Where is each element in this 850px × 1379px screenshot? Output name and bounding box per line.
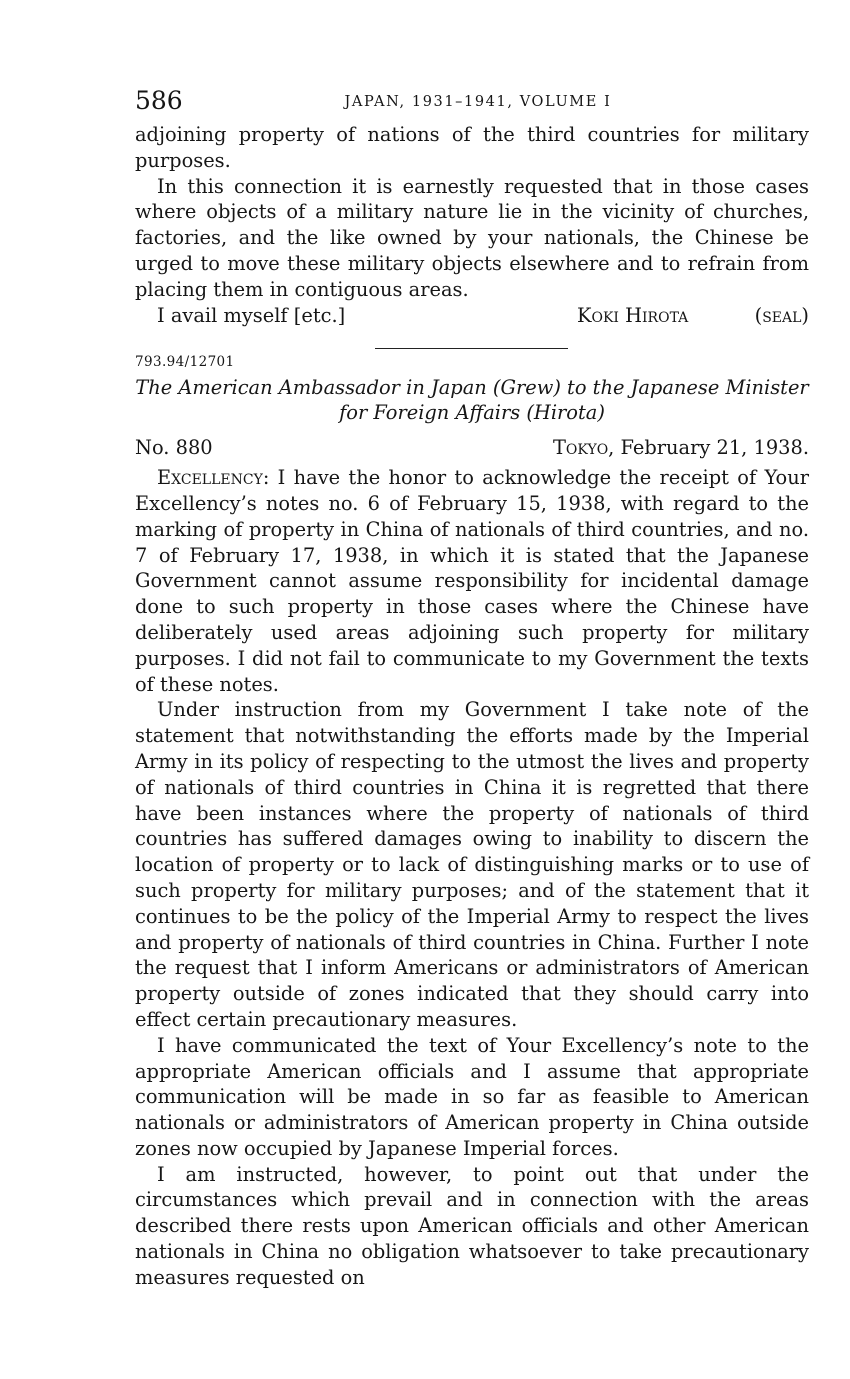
seal-mark: (seal): [754, 303, 809, 327]
place-and-date: [553, 435, 809, 461]
salutation: Excellency: [157, 466, 263, 490]
date: , February 21, 1938.: [608, 436, 809, 460]
body-paragraph: I have communicated the text of Your Excellency’s note to the appropriate American officials and I assume that appropriate communication will be made in so far as feasible to American nationals or administrators of American property in China outside zones now occupied by Japanese Imperial forces.: [135, 1033, 809, 1160]
dateline: [135, 435, 809, 461]
paragraph-text: : I have the honor to acknowledge the receipt of Your Excellency’s notes no. 6 of February 15, 1938, with regard to the marking of property in China of nationals of third countries, and no. 7 of February 17, 1938, in which it is stated that the Japanese Government cannot assume responsibility for incidental damage done to such property in those cases where the Chinese have deliberately used areas adjoining such property for military purposes. I did not fail to communicate to my Government the texts of these notes.: [135, 466, 809, 696]
section-divider: [375, 348, 568, 349]
running-title: JAPAN, 1931–1941, VOLUME I: [344, 94, 612, 110]
closing-formula: I avail myself [etc.]: [157, 303, 346, 327]
document-title-line-1: The American Ambassador in Japan (Grew) to the Japanese Minister: [135, 375, 809, 399]
place: Tokyo: [552, 436, 609, 460]
signature: Koki Hirota: [577, 303, 689, 327]
document-number: No. 880: [135, 436, 213, 460]
closing-line: [135, 303, 809, 329]
document-title: [135, 375, 809, 427]
continued-paragraph: adjoining property of nations of the third countries for military purposes.: [135, 123, 809, 172]
page-number: 586: [135, 86, 183, 115]
file-number: 793.94/12701: [135, 353, 235, 370]
body-paragraph: Under instruction from my Government I take note of the statement that notwithstanding the efforts made by the Imperial Army in its policy of respecting to the utmost the lives and property of nationals of third countries in China it is regretted that there have been instances where the property of nationals of third countries has suffered damages owing to inability to discern the location of property or to lack of distinguishing marks or to use of such property for military purposes; and of the statement that it continues to be the policy of the Imperial Army to respect the lives and property of nationals of third countries in China. Further I note the request that I inform Americans or administrators of American property outside of zones indicated that they should carry into effect certain precautionary measures.: [135, 698, 809, 1031]
body-paragraph: I am instructed, however, to point out that under the circumstances which prevail and in connection with the areas described there rests upon American officials and other American nationals in China no obligation whatsoever to take precautionary measures requested on: [135, 1162, 809, 1289]
body-paragraph: In this connection it is earnestly requested that in those cases where objects of a military nature lie in the vicinity of churches, factories, and the like owned by your nationals, the Chinese be urged to move these military objects elsewhere and to refrain from placing them in contiguous areas.: [135, 174, 809, 301]
running-head: [135, 86, 809, 122]
document-page: [135, 86, 809, 1291]
document-title-line-2: for Foreign Affairs (Hirota): [339, 401, 605, 425]
body-paragraph: [135, 465, 809, 697]
